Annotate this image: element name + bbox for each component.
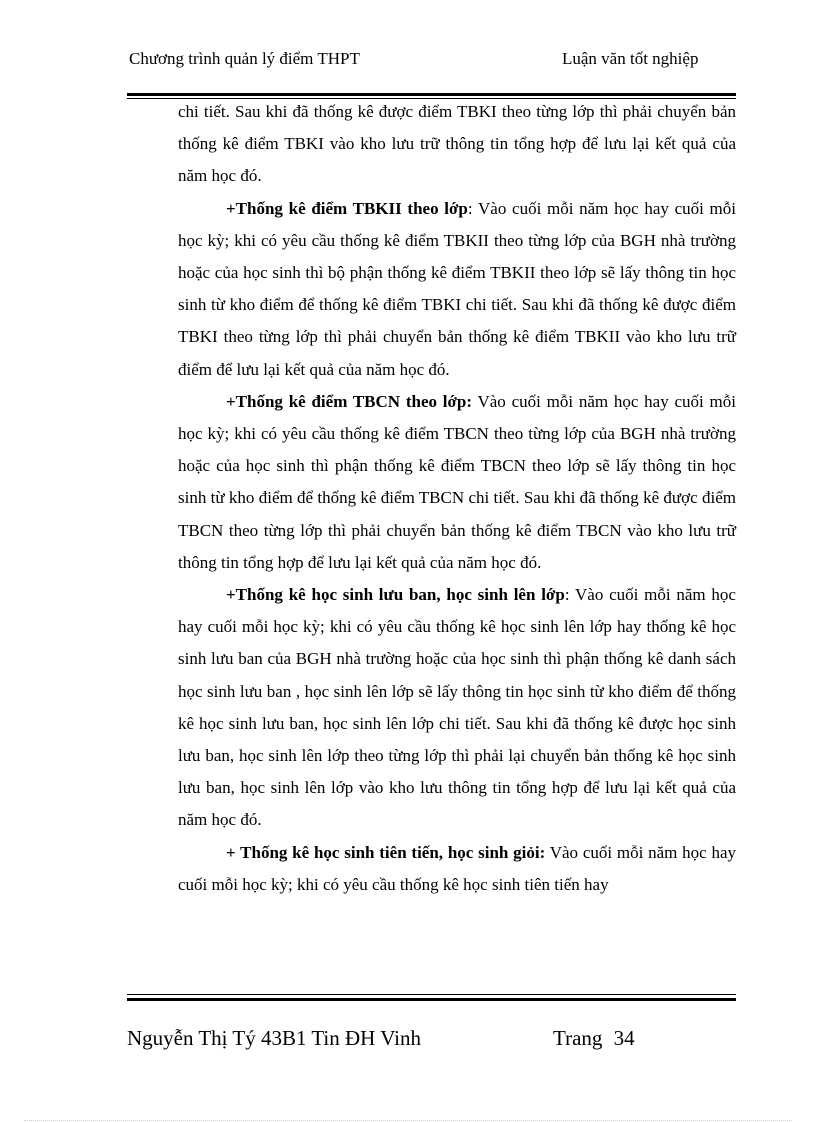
footer-rule-thick [127, 998, 736, 1001]
footer-author: Nguyễn Thị Tý 43B1 Tin ĐH Vinh [127, 1026, 421, 1050]
paragraph-heading: +Thống kê điểm TBCN theo lớp: [226, 391, 473, 411]
page-bottom-border [24, 1120, 792, 1121]
header-subtitle: Luận văn tốt nghiệp [562, 49, 699, 68]
paragraph-luu-ban: +Thống kê học sinh lưu ban, học sinh lên lớp: Vào cuối mỗi năm học hay cuối mỗi học kỳ; khi có yêu cầu thống kê học sinh lên lớp hay thống kê học sinh lưu ban của BGH nhà trường hoặc của học sinh thì phận thống kê danh sách học sinh lưu ban , học sinh lên lớp sẽ lấy thông tin học sinh từ kho điểm để thống kê học sinh lưu ban, học sinh lên lớp chi tiết. Sau khi đã thống kê được học sinh lưu ban, học sinh lên lớp theo từng lớp thì phải lại chuyển bản thống kê học sinh lưu ban, học sinh lên lớp vào kho lưu thông tin tổng hợp để lưu lại kết quả của năm học đó. [178, 585, 736, 830]
paragraph-continuation: chi tiết. Sau khi đã thống kê được điểm TBKI theo từng lớp thì phải chuyển bản thống kê điểm TBKI vào kho lưu trữ thông tin tổng hợp để lưu lại kết quả của năm học đó. [178, 102, 736, 186]
paragraph-heading: +Thống kê học sinh lưu ban, học sinh lên lớp [226, 585, 565, 605]
paragraph-tbcn: +Thống kê điểm TBCN theo lớp: Vào cuối mỗi năm học hay cuối mỗi học kỳ; khi có yêu cầu thống kê điểm TBCN theo từng lớp của BGH nhà trường hoặc của học sinh thì phận thống kê điểm TBCN theo lớp sẽ lấy thông tin học sinh từ kho điểm để thống kê điểm TBCN chi tiết. Sau khi đã thống kê được điểm TBCN theo từng lớp thì phải chuyển bản thống kê điểm TBCN vào kho lưu trữ thông tin tổng hợp để lưu lại kết quả của năm học đó. [178, 391, 736, 572]
header-title: Chương trình quản lý điểm THPT [129, 49, 360, 68]
footer-rule-thin [127, 994, 736, 995]
body-text [178, 96, 736, 901]
paragraph-heading: + Thống kê học sinh tiên tiến, học sinh giỏi: [226, 842, 546, 862]
paragraph-tien-tien: + Thống kê học sinh tiên tiến, học sinh giỏi: Vào cuối mỗi năm học hay cuối mỗi học kỳ; khi có yêu cầu thống kê học sinh tiên tiến hay [178, 842, 737, 894]
footer-page-number: Trang 34 [553, 1026, 635, 1050]
paragraph-heading: +Thống kê điểm TBKII theo lớp [226, 198, 468, 218]
paragraph-tbkii: +Thống kê điểm TBKII theo lớp: Vào cuối mỗi năm học hay cuối mỗi học kỳ; khi có yêu cầu thống kê điểm TBKII theo từng lớp của BGH nhà trường hoặc của học sinh thì bộ phận thống kê điểm TBKII theo lớp sẽ lấy thông tin học sinh từ kho điểm để thống kê điểm TBKI chi tiết. Sau khi đã thống kê được điểm TBKI theo từng lớp thì phải chuyển bản thống kê điểm TBKII vào kho lưu trữ điểm để lưu lại kết quả của năm học đó. [178, 198, 736, 379]
